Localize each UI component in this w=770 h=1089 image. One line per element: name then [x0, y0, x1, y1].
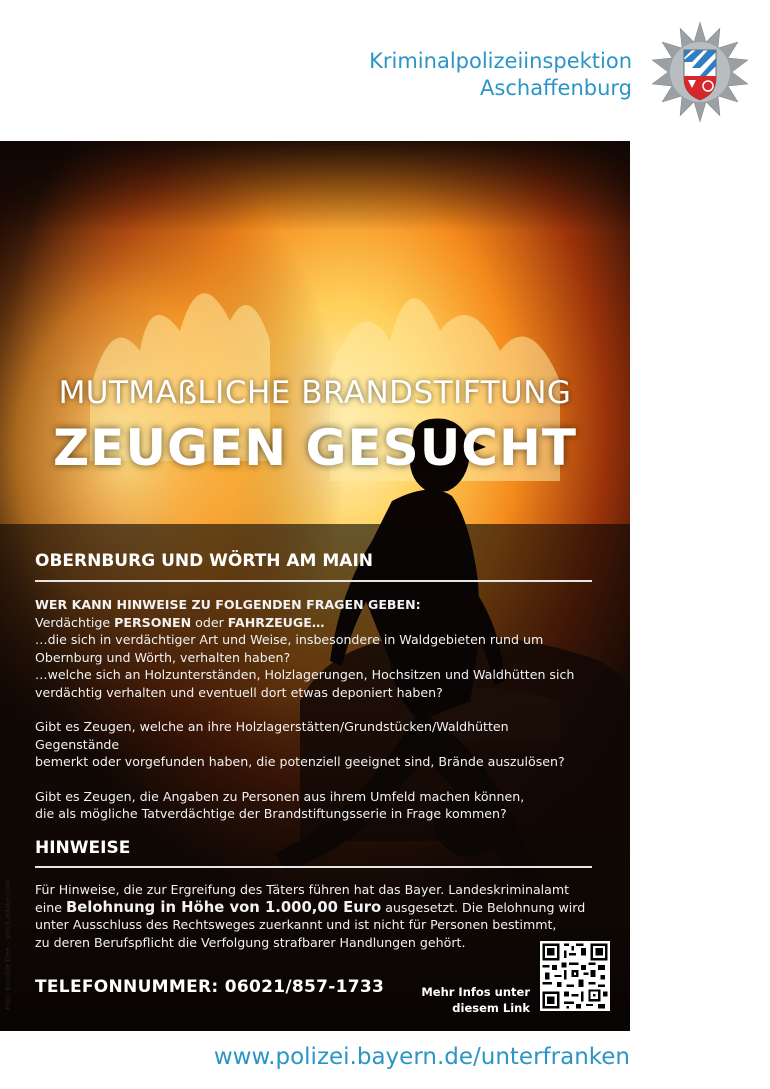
question-item-1-line-2: Obernburg und Wörth, verhalten haben?: [35, 649, 291, 665]
reward-line-1: Für Hinweise, die zur Ergreifung des Täters führen hat das Bayer. Landeskriminalamt: [35, 882, 570, 897]
question-item-2-line-2: verdächtig verhalten und eventuell dort etwas deponiert haben?: [35, 684, 443, 700]
organization-line-1: Kriminalpolizeiinspektion: [369, 49, 632, 73]
police-star-logo: [648, 20, 752, 124]
reward-line-3: unter Ausschluss des Rechtsweges zuerkannt und ist nicht für Personen bestimmt,: [35, 917, 557, 932]
question-heading: WER KANN HINWEISE ZU FOLGENDEN FRAGEN GEBEN:: [35, 597, 421, 612]
question-para-3-line-2: die als mögliche Tatverdächtige der Brandstiftungsserie in Frage kommen?: [35, 806, 507, 821]
reward-block: [35, 881, 595, 951]
reward-line-2: eine Belohnung in Höhe von 1.000,00 Euro ausgesetzt. Die Belohnung wird: [35, 898, 586, 916]
more-info-text: Mehr Infos unter diesem Link: [421, 985, 530, 1015]
qr-code[interactable]: [540, 941, 610, 1011]
question-para-2-line-1: Gibt es Zeugen, welche an ihre Holzlagerstätten/Grundstücken/Waldhütten Gegenstände: [35, 719, 509, 752]
suspicious-line: Verdächtige PERSONEN oder FAHRZEUGE…: [35, 614, 325, 630]
section-title-hints: HINWEISE: [35, 838, 131, 858]
reward-amount: Belohnung in Höhe von 1.000,00 Euro: [65, 898, 382, 916]
reward-line-4: zu deren Berufspflicht die Verfolgung strafbarer Handlungen gehört.: [35, 934, 466, 950]
headline-arson: MUTMAßLICHE BRANDSTIFTUNG: [58, 375, 572, 411]
question-item-1-line-1: …die sich in verdächtiger Art und Weise, insbesondere in Waldgebieten rund um: [35, 632, 544, 647]
organization-line-2: Aschaffenburg: [480, 76, 632, 100]
question-item-2-line-1: …welche sich an Holzunterständen, Holzlagerungen, Hochsitzen und Waldhütten sich: [35, 667, 575, 682]
footer-website-link[interactable]: www.polizei.bayern.de/unterfranken: [213, 1044, 630, 1070]
photo-credit: Foto: Bumble Dee – stock.adobe.com: [4, 879, 12, 1010]
question-para-2-line-2: bemerkt oder vorgefunden haben, die potenziell geeignet sind, Brände auszulösen?: [35, 754, 565, 769]
headline-witnesses-wanted: ZEUGEN GESUCHT: [53, 419, 577, 477]
section-divider: [35, 580, 592, 582]
section-title-location: OBERNBURG UND WÖRTH AM MAIN: [35, 551, 374, 571]
phone-number[interactable]: TELEFONNUMMER: 06021/857-1733: [35, 977, 385, 997]
section-divider: [35, 866, 592, 868]
question-para-3-line-1: Gibt es Zeugen, die Angaben zu Personen aus ihrem Umfeld machen können,: [35, 788, 525, 804]
organization-name: [369, 48, 632, 102]
questions-block: [35, 596, 595, 823]
